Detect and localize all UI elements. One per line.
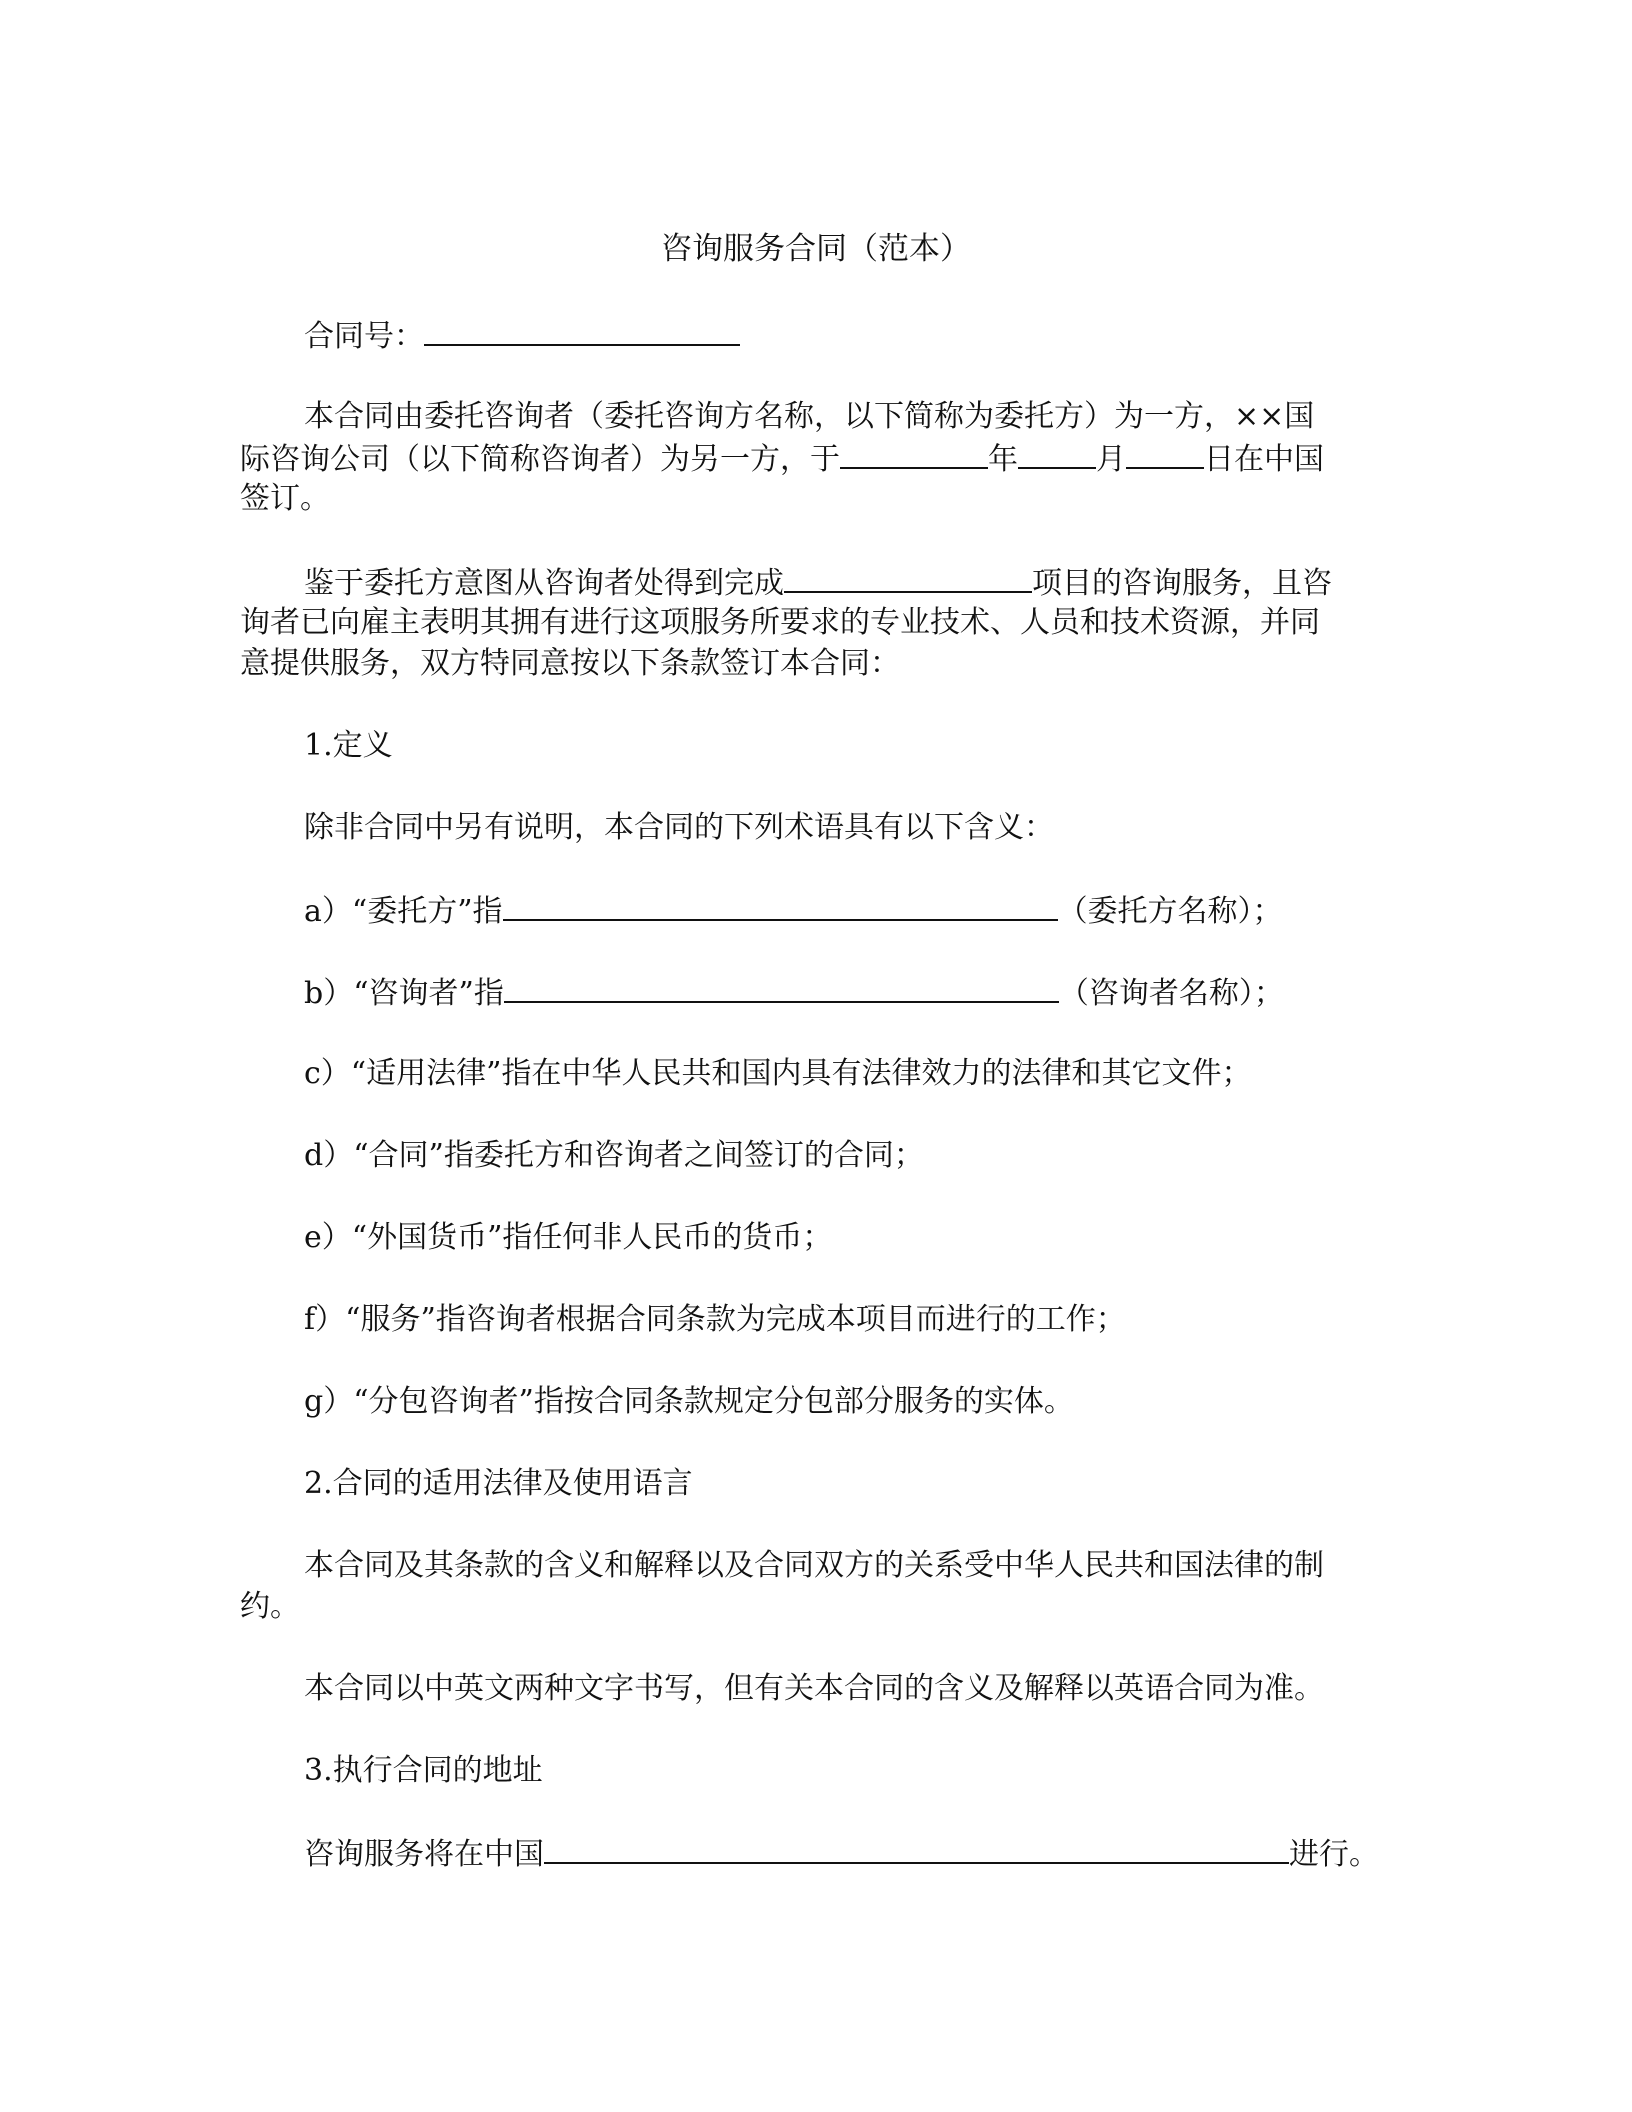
preamble-line-2: 际咨询公司（以下简称咨询者）为另一方，于 年 月 日在中国 xyxy=(240,437,1390,481)
sign-day-field[interactable] xyxy=(1126,437,1204,469)
section-3-text: 咨询服务将在中国 进行。 xyxy=(304,1832,1454,1876)
whereas-line-3: 意提供服务，双方特同意按以下条款签订本合同： xyxy=(240,646,900,681)
definition-c: c）“适用法律”指在中华人民共和国内具有法律效力的法律和其它文件； xyxy=(304,1056,1252,1091)
contract-number-label: 合同号： xyxy=(304,319,424,354)
definition-e: e）“外国货币”指任何非人民币的货币； xyxy=(304,1220,833,1255)
section-2-para-1-line-1: 本合同及其条款的含义和解释以及合同双方的关系受中华人民共和国法律的制 xyxy=(304,1548,1324,1583)
client-name-field[interactable] xyxy=(503,889,1058,921)
definition-b: b）“咨询者”指 （咨询者名称）； xyxy=(304,971,1454,1015)
sign-month-field[interactable] xyxy=(1018,437,1096,469)
section-1-heading: 1.定义 xyxy=(304,728,393,763)
section-1-intro: 除非合同中另有说明，本合同的下列术语具有以下含义： xyxy=(304,810,1054,845)
contract-number-line xyxy=(304,314,1454,358)
section-2-heading: 2.合同的适用法律及使用语言 xyxy=(304,1466,693,1501)
sign-year-field[interactable] xyxy=(840,437,988,469)
project-name-field[interactable] xyxy=(784,561,1032,593)
service-location-field[interactable] xyxy=(544,1832,1289,1864)
preamble-line-3: 签订。 xyxy=(240,481,330,516)
definition-d: d）“合同”指委托方和咨询者之间签订的合同； xyxy=(304,1138,924,1173)
definition-f: f）“服务”指咨询者根据合同条款为完成本项目而进行的工作； xyxy=(304,1302,1126,1337)
section-3-heading: 3.执行合同的地址 xyxy=(304,1753,543,1788)
definition-g: g）“分包咨询者”指按合同条款规定分包部分服务的实体。 xyxy=(304,1384,1074,1419)
preamble-line-1: 本合同由委托咨询者（委托咨询方名称，以下简称为委托方）为一方，××国 xyxy=(304,399,1315,434)
consultant-name-field[interactable] xyxy=(504,971,1059,1003)
whereas-line-1: 鉴于委托方意图从咨询者处得到完成 项目的咨询服务，且咨 xyxy=(304,561,1454,605)
section-2-para-2: 本合同以中英文两种文字书写，但有关本合同的含义及解释以英语合同为准。 xyxy=(304,1671,1324,1706)
document-title: 咨询服务合同（范本） xyxy=(661,231,971,267)
contract-number-field[interactable] xyxy=(424,314,740,346)
section-2-para-1-line-2: 约。 xyxy=(240,1589,300,1624)
definition-a: a）“委托方”指 （委托方名称）； xyxy=(304,889,1454,933)
whereas-line-2: 询者已向雇主表明其拥有进行这项服务所要求的专业技术、人员和技术资源，并同 xyxy=(240,605,1320,640)
